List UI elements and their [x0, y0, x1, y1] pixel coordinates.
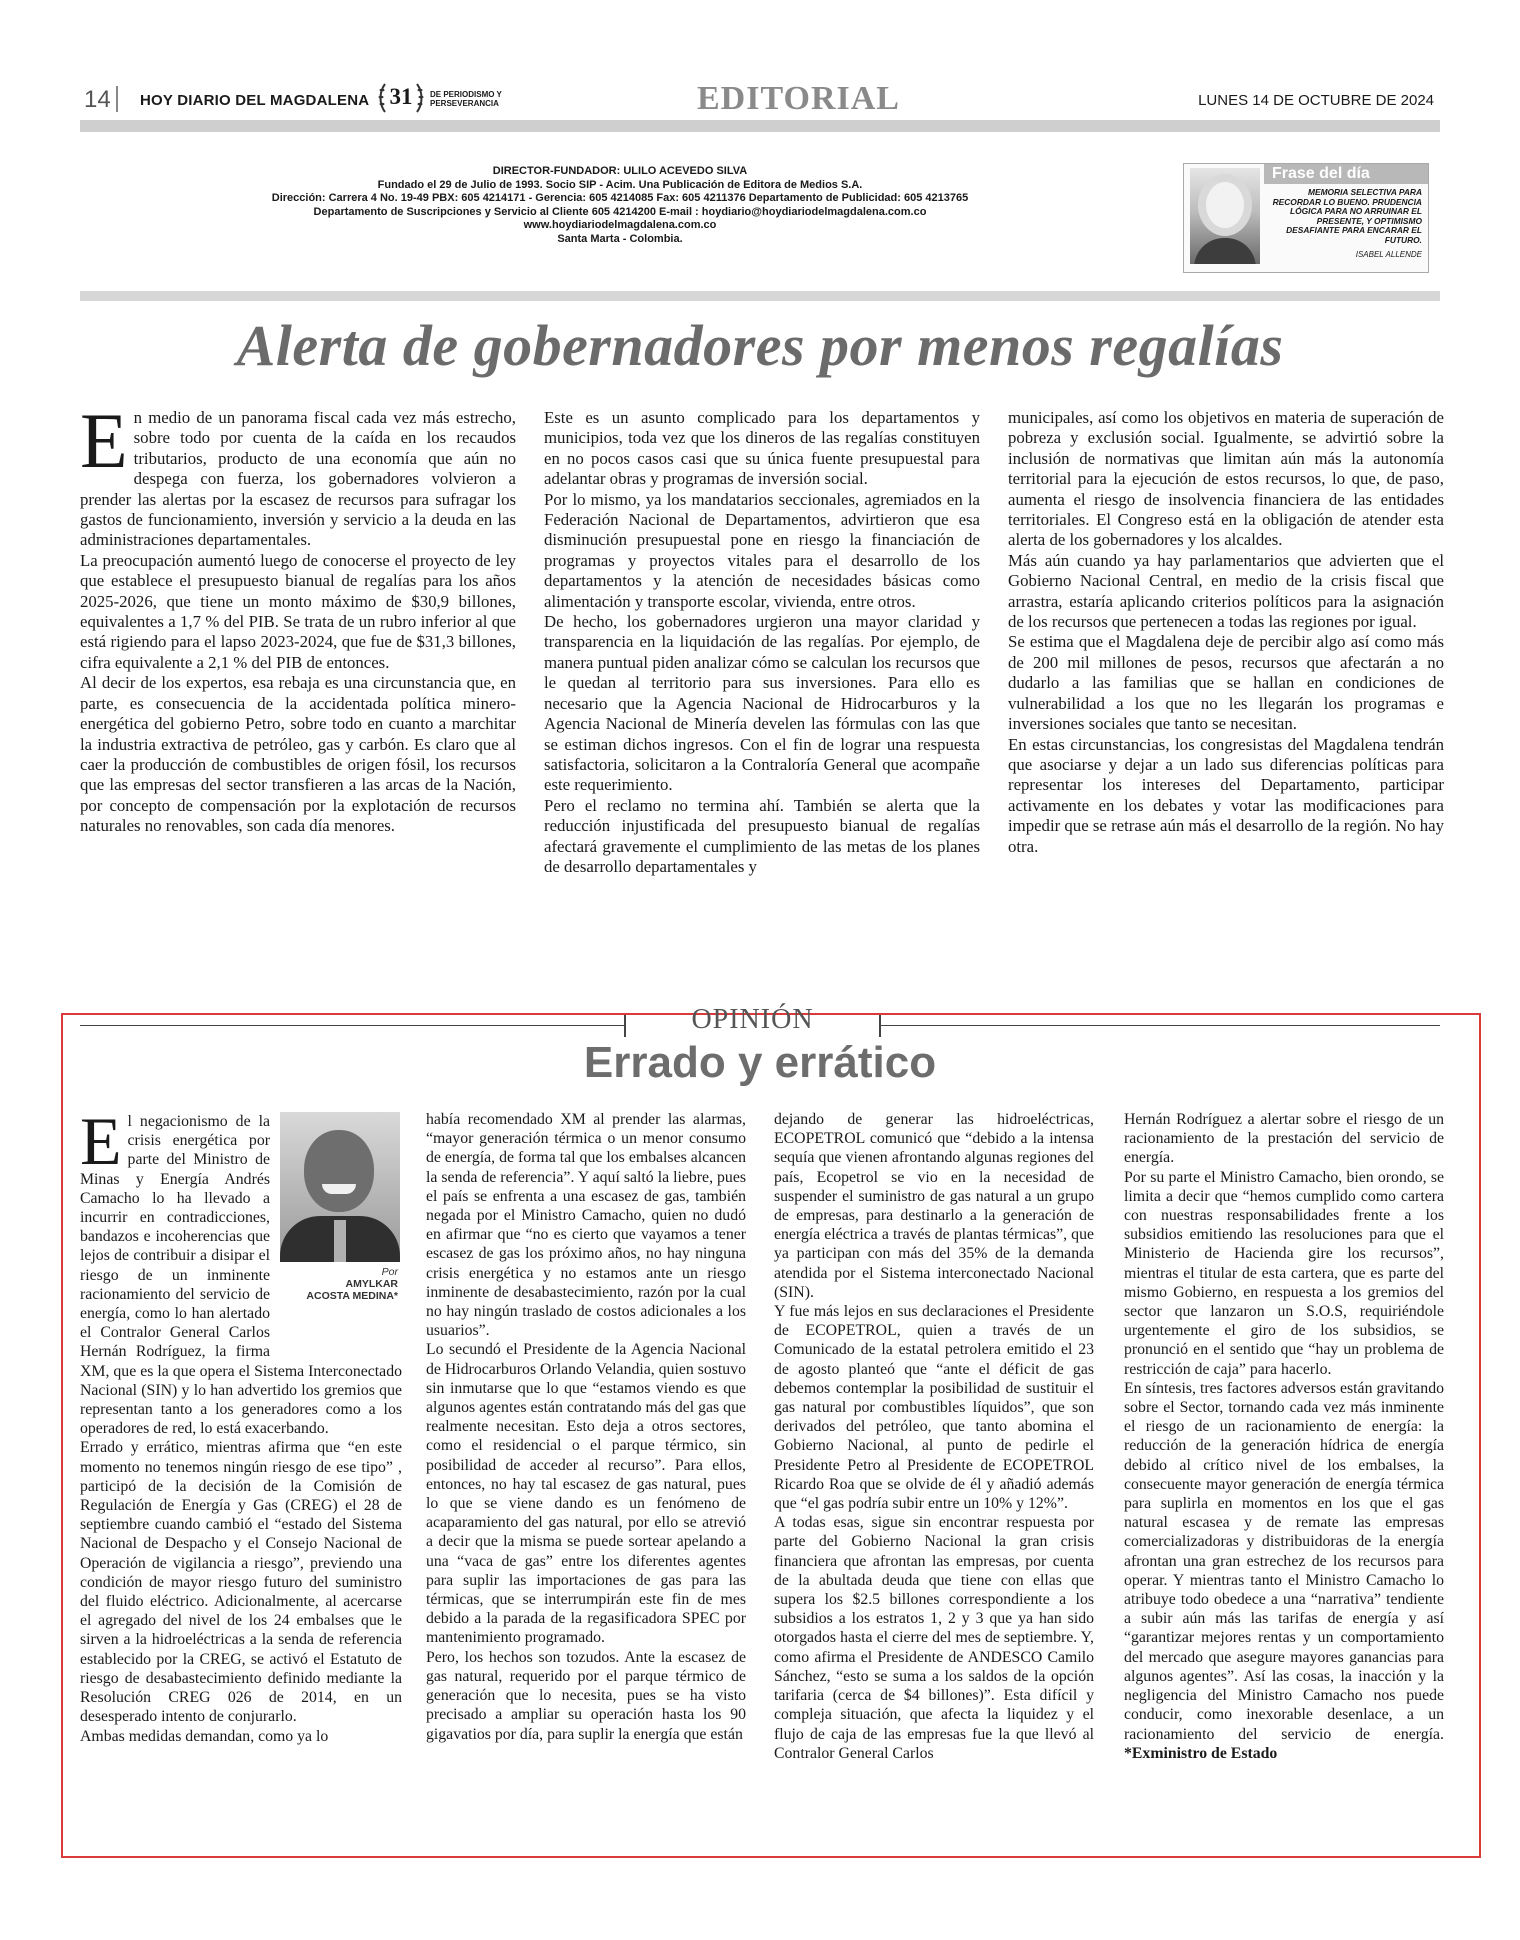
- opinion-paragraph: había recomendado XM al prender las alarmas, “mayor generación térmica o un menor consumo de energía, de forma tal que los embalses alcancen la senda de referencia”. Y aquí saltó la liebre, pues el país se enfrenta a una escasez de gas, también negada por el Ministro Camacho, quien no dudó en afirmar que “no es cierto que vayamos a tener escasez de gas los próximo años, no hay ninguna crisis energética y no estamos ante un riesgo inminente de desabastecimiento, razón por la cual no hay ningún traslado de costos adicionales a los usuarios”.: [426, 1111, 746, 1340]
- editorial-paragraph: Por lo mismo, ya los mandatarios seccionales, agremiados en la Federación Nacional de Departamentos, advirtieron que esa disminución presupuestal pone en riesgo la financiación de programas y proyectos vitales para el desarrollo de los departamentos y la atención de necesidades básicas como alimentación y transporte escolar, vivienda, entre otros.: [544, 489, 980, 611]
- opinion-paragraph: En síntesis, tres factores adversos están gravitando sobre el Sector, tornando cada vez más inminente el riesgo de un racionamiento de energía: la reducción de la generación hídrica de energía debido al crítico nivel de los embalses, la consecuente mayor generación de energía térmica para suplirla en momentos en los que el gas natural escasea y de remate las empresas comercializadoras y distribuidoras de la energía afrontan una gran estrechez de los recursos para operar. Y mientras tanto el Ministro Camacho lo atribuye todo obedece a una “narrativa” tendiente a subir aún más las tarifas de energía y así “garantizar mejores rentas y un comportamiento del mercado que asegure mayores ganancias para algunos agentes”. Así las cosas, la inacción y la negligencia del Ministro Camacho nos puede conducir, como inexorable desenlace, a un racionamiento del servicio de energía. *Exministro de Estado: [1124, 1379, 1444, 1762]
- opinion-paragraph: Hernán Rodríguez a alertar sobre el riesgo de un racionamiento de la prestación del servicio de energía.: [1124, 1111, 1444, 1167]
- editorial-paragraph: Se estima que el Magdalena deje de percibir algo así como más de 200 mil millones de pesos, recursos que afectarán a no dudarlo a las familias que se hallan en condiciones de vulnerabilidad a los que no les llegarán los programas e inversiones sociales que tanto se necesitan.: [1008, 632, 1444, 734]
- editorial-paragraph: Este es un asunto complicado para los departamentos y municipios, toda vez que los dineros de las regalías constituyen en no pocos casos casi que su única fuente presupuestal para adelantar obras y programas de inversión social.: [544, 408, 980, 489]
- editorial-paragraph: En estas circunstancias, los congresistas del Magdalena tendrán que asociarse y dejar a un lado sus diferencias políticas para representar los intereses del Departamento, participar activamente en los debates y votar las modificaciones para impedir que se retrase aún más el desarrollo de la región. No hay otra.: [1008, 734, 1444, 856]
- editorial-paragraph: Al decir de los expertos, esa rebaja es una circunstancia que, en parte, es consecuencia de la accidentada política minero-energética del gobierno Petro, sobre todo en cuanto a marchitar la industria extractiva de petróleo, gas y carbón. Es claro que al caer la producción de combustibles de origen fósil, los recursos que las empresas del sector transfieren a las arcas de la Nación, por concepto de compensación por la explotación de recursos naturales no renovables, son cada día menores.: [80, 673, 516, 836]
- editorial-paragraph: La preocupación aumentó luego de conocerse el proyecto de ley que establece el presupuesto bianual de regalías para los años 2025-2026, que tiene un monto máximo de $30,9 billones, equivalentes a 1,7 % del PIB. Se trata de un rubro inferior al que está rigiendo para el lapso 2023-2024, que fue de $31,3 billones, cifra equivalente a 2,1 % del PIB de entonces.: [80, 550, 516, 672]
- opinion-headline: Errado y errático: [583, 1038, 937, 1087]
- opinion-column-3: [774, 1110, 1094, 1763]
- staff-city: Santa Marta - Colombia.: [557, 232, 683, 245]
- staff-website: www.hoydiariodelmagdalena.com.co: [523, 219, 717, 231]
- opinion-paragraph: Y fue más lejos en sus declaraciones el Presidente de ECOPETROL, quien a través de un Comunicado de la estatal petrolera emitido el 23 de agosto planteó que “ante el déficit de gas debemos contemplar la posibilidad de sustituir el gas natural por combustibles líquidos”, que son derivados del petróleo, que tanto abomina el Gobierno Nacional, al punto de pedirle el Presidente Petro al Presidente de ECOPETROL Ricardo Roa que se olvide de él y añadió además que “el gas podría subir entre un 10% y 12%”.: [774, 1303, 1094, 1513]
- page-number: 14: [84, 86, 111, 113]
- quote-author-photo: [1190, 168, 1260, 264]
- paper-name: HOY DIARIO DEL MAGDALENA: [140, 92, 370, 109]
- page-number-divider: [116, 86, 118, 112]
- editorial-column-3: [1008, 408, 1444, 857]
- byline-por: Por: [381, 1266, 398, 1278]
- byline-name: AMYLKAR ACOSTA MEDINA*: [306, 1278, 398, 1302]
- staff-director: DIRECTOR-FUNDADOR: ULILO ACEVEDO SILVA: [492, 165, 748, 177]
- opinion-column-2: [426, 1110, 746, 1744]
- editorial-paragraph: Pero el reclamo no termina ahí. También se alerta que la reducción injustificada del presupuesto bianual de regalías afectará gravemente el cumplimiento de las metas de los planes de desarrollo departamentales y: [544, 795, 980, 876]
- opinion-paragraph: A todas esas, sigue sin encontrar respuesta por parte del Gobierno Nacional la gran crisis financiera que afrontan las empresas, por cuenta de la abultada deuda que tiene con ellas que supera los $2.5 billones correspondiente a los subsidios a los estratos 1, 2 y 3 que ya han sido otorgados hasta el cierre del mes de septiembre. Y, como afirma el Presidente de ANDESCO Camilo Sánchez, “esto se suma a los saldos de la opción tarifaria (cerca de $4 billones)”. Esta difícil y compleja situación, que afecta la liquidez y el flujo de caja de las empresas fue la que llevó al Contralor General Carlos: [774, 1514, 1094, 1762]
- editorial-paragraph: En medio de un panorama fiscal cada vez más estrecho, sobre todo por cuenta de la caída en los recaudos tributarios, producto de una economía que aún no despega con fuerza, los gobernadores volvieron a prender las alertas por la escasez de recursos para sufragar los gastos de funcionamiento, inversión y servicio a la deuda en las administraciones departamentales.: [80, 397, 516, 550]
- editorial-paragraph: municipales, así como los objetivos en materia de superación de pobreza y exclusión social. Igualmente, se advirtió sobre la inclusión de normativas que limitan aún más la autonomía territorial para la ejecución de estos recursos, lo que, de paso, aumenta el riesgo de insolvencia financiera de las entidades territoriales. El Congreso está en la obligación de atender esta alerta de los gobernadores y los alcaldes.: [1008, 408, 1444, 550]
- staff-box: [120, 165, 1120, 246]
- opinion-paragraph: Errado y errático, mientras afirma que “en este momento no tenemos ningún riesgo de ese tipo” , participó de la decisión de la Comisión de Regulación de Energía y Gas (CREG) el 28 de septiembre cuando cambió el “estado del Sistema Nacional de Despacho y el Consejo Nacional de Operación de vigilancia a riesgo”, previendo una condición de mayor riesgo futuro del suministro del fluido eléctrico. Adicionalmente, al acercarse el agregado del nivel de los 24 embalses que le sirven a la hidroeléctricas a la senda de referencia establecido por la CREG, se activó el Estatuto de riesgo de desabastecimiento definido mediante la Resolución CREG 026 de 2014, en un desesperado intento de conjurarlo.: [80, 1439, 402, 1726]
- staff-rule: [80, 291, 1440, 301]
- section-title: EDITORIAL: [697, 80, 900, 117]
- editorial-paragraph: De hecho, los gobernadores urgieron una mayor claridad y transparencia en la liquidación de las regalías. Por ejemplo, de manera puntual piden analizar cómo se calculan los recursos que le quedan al territorio para sus inversiones. Para ello es necesario que la Agencia Nacional de Hidrocarburos y la Agencia Nacional de Minería develen las fórmulas con las que se estiman dichos ingresos. Con el fin de lograr una respuesta satisfactoria, solicitaron a la Contraloría General que acompañe este requerimiento.: [544, 612, 980, 795]
- opinion-paragraph: Pero, los hechos son tozudos. Ante la escasez de gas natural, requerido por el parque térmico de generación que lo necesita, pues se ha visto precisado a ampliar su operación hasta los 90 gigavatios por día, para suplir la energía que están: [426, 1648, 746, 1743]
- opinion-dropcap: E: [80, 1103, 122, 1179]
- editorial-column-2: [544, 408, 980, 877]
- opinion-paragraph: Por su parte el Ministro Camacho, bien orondo, se limita a decir que “hemos cumplido como cartera con nuestras responsabilidades frente a los subsidios emitiendo las resoluciones para que el Ministerio de Hacienda gire los recursos”, mientras el titular de esta cartera, que es parte del mismo Gobierno, en respuesta a los gremios del sector que lanzaron un S.O.S, requiriéndole urgentemente el giro de los subsidios, se pronunció en el sentido que “hay un problema de restricción de caja” para hacerlo.: [1124, 1168, 1444, 1378]
- opinion-column-1: [80, 1103, 402, 1746]
- editorial-headline: Alerta de gobernadores por menos regalías: [236, 313, 1284, 378]
- editorial-paragraph: Más aún cuando ya hay parlamentarios que advierten que el Gobierno Nacional Central, en medio de la crisis fiscal que arrastra, estaría aplicando criterios políticos para la asignación de los recursos que pertenecen a todas las regiones por igual.: [1008, 550, 1444, 632]
- quote-heading: Frase del día: [1264, 164, 1428, 184]
- staff-founded: Fundado el 29 de Julio de 1993. Socio SIP - Acim. Una Publicación de Editora de Medios S.A.: [377, 178, 863, 191]
- quote-author: ISABEL ALLENDE: [1355, 250, 1422, 259]
- editorial-column-1: [80, 397, 516, 837]
- anniversary-laurel-icon: [377, 78, 425, 118]
- opinion-paragraph: dejando de generar las hidroeléctricas, ECOPETROL comunicó que “debido a la intensa sequía que vienen afrontando algunas regiones del país, Ecopetrol se vio en la necesidad de suspender el suministro de gas natural a un grupo de empresas, para destinarlo a la generación de energía eléctrica a través de plantas térmicas”, que ya participan con más del 35% de la demanda atendida por el Sistema interconectado Nacional (SIN).: [774, 1111, 1094, 1301]
- opinion-paragraph: Lo secundó el Presidente de la Agencia Nacional de Hidrocarburos Orlando Velandia, quien sostuvo sin inmutarse que lo que “estamos viendo es que algunos agentes están contratando más del gas que realmente necesitan. Esto deja a otros sectores, como el residencial o el parque térmico, sin posibilidad de acceder al recurso”. Para ellos, entonces, no hay tal escasez de gas natural, pues lo que se viene dando es un fenómeno de acaparamiento del gas natural, por ello se atrevió a decir que la misma se puede sortear apelando a una “vaca de gas” entre los diferentes agentes para suplir las importaciones de gas para las térmicas, que se interrumpirán este fin de mes debido a la parada de la regasificadora SPEC por mantenimiento programado.: [426, 1341, 746, 1647]
- opinion-column-4: [1124, 1110, 1444, 1763]
- opinion-signature: *Exministro de Estado: [1124, 1744, 1278, 1762]
- anniversary-number: 31: [389, 84, 413, 109]
- anniversary-text: DE PERIODISMO Y PERSEVERANCIA: [430, 90, 502, 108]
- author-figure: [278, 1112, 402, 1340]
- opinion-rule-tick: [879, 1015, 881, 1037]
- editorial-dropcap: E: [80, 397, 128, 484]
- opinion-kicker: OPINIÓN: [691, 1004, 814, 1035]
- opinion-rule-right: [880, 1025, 1440, 1026]
- opinion-rule-left: [80, 1025, 625, 1026]
- masthead-rule: [80, 120, 1440, 132]
- quote-of-the-day: [1183, 163, 1429, 273]
- staff-address: Dirección: Carrera 4 No. 19-49 PBX: 605 4214171 - Gerencia: 605 4214085 Fax: 605 4211376 Departamento de Publicidad: 605 4213765: [271, 192, 969, 204]
- opinion-paragraph: Ambas medidas demandan, como ya lo: [80, 1727, 329, 1745]
- author-photo: [280, 1112, 400, 1262]
- staff-subscriptions: Departamento de Suscripciones y Servicio al Cliente 605 4214200 E-mail : hoydiario@hoydiariodelmagdalena.com.co: [313, 205, 927, 218]
- masthead: [80, 80, 1440, 118]
- author-byline: [302, 1266, 398, 1302]
- opinion-paragraph: El negacionismo de la crisis energética por parte del Ministro de Minas y Energía Andrés Camacho lo ha llevado a incurrir en contradicciones, bandazos e incoherencias que lejos de contribuir a disipar el riesgo de un inminente racionamiento del servicio de energía, como lo han alertado el Contralor General Carlos Hernán Rodríguez, la firma XM, que es la que opera el Sistema Interconectado Nacional (SIN) y lo han advertido los gremios que representan tanto a los generadores como a los operadores de red, lo está exacerbando.: [80, 1103, 402, 1438]
- issue-date: LUNES 14 DE OCTUBRE DE 2024: [1198, 92, 1434, 109]
- quote-text: MEMORIA SELECTIVA PARA RECORDAR LO BUENO. PRUDENCIA LÓGICA PARA NO ARRUINAR EL PRESENTE, Y OPTIMISMO DESAFIANTE PARA ENCARAR EL FUTURO.: [1272, 187, 1422, 245]
